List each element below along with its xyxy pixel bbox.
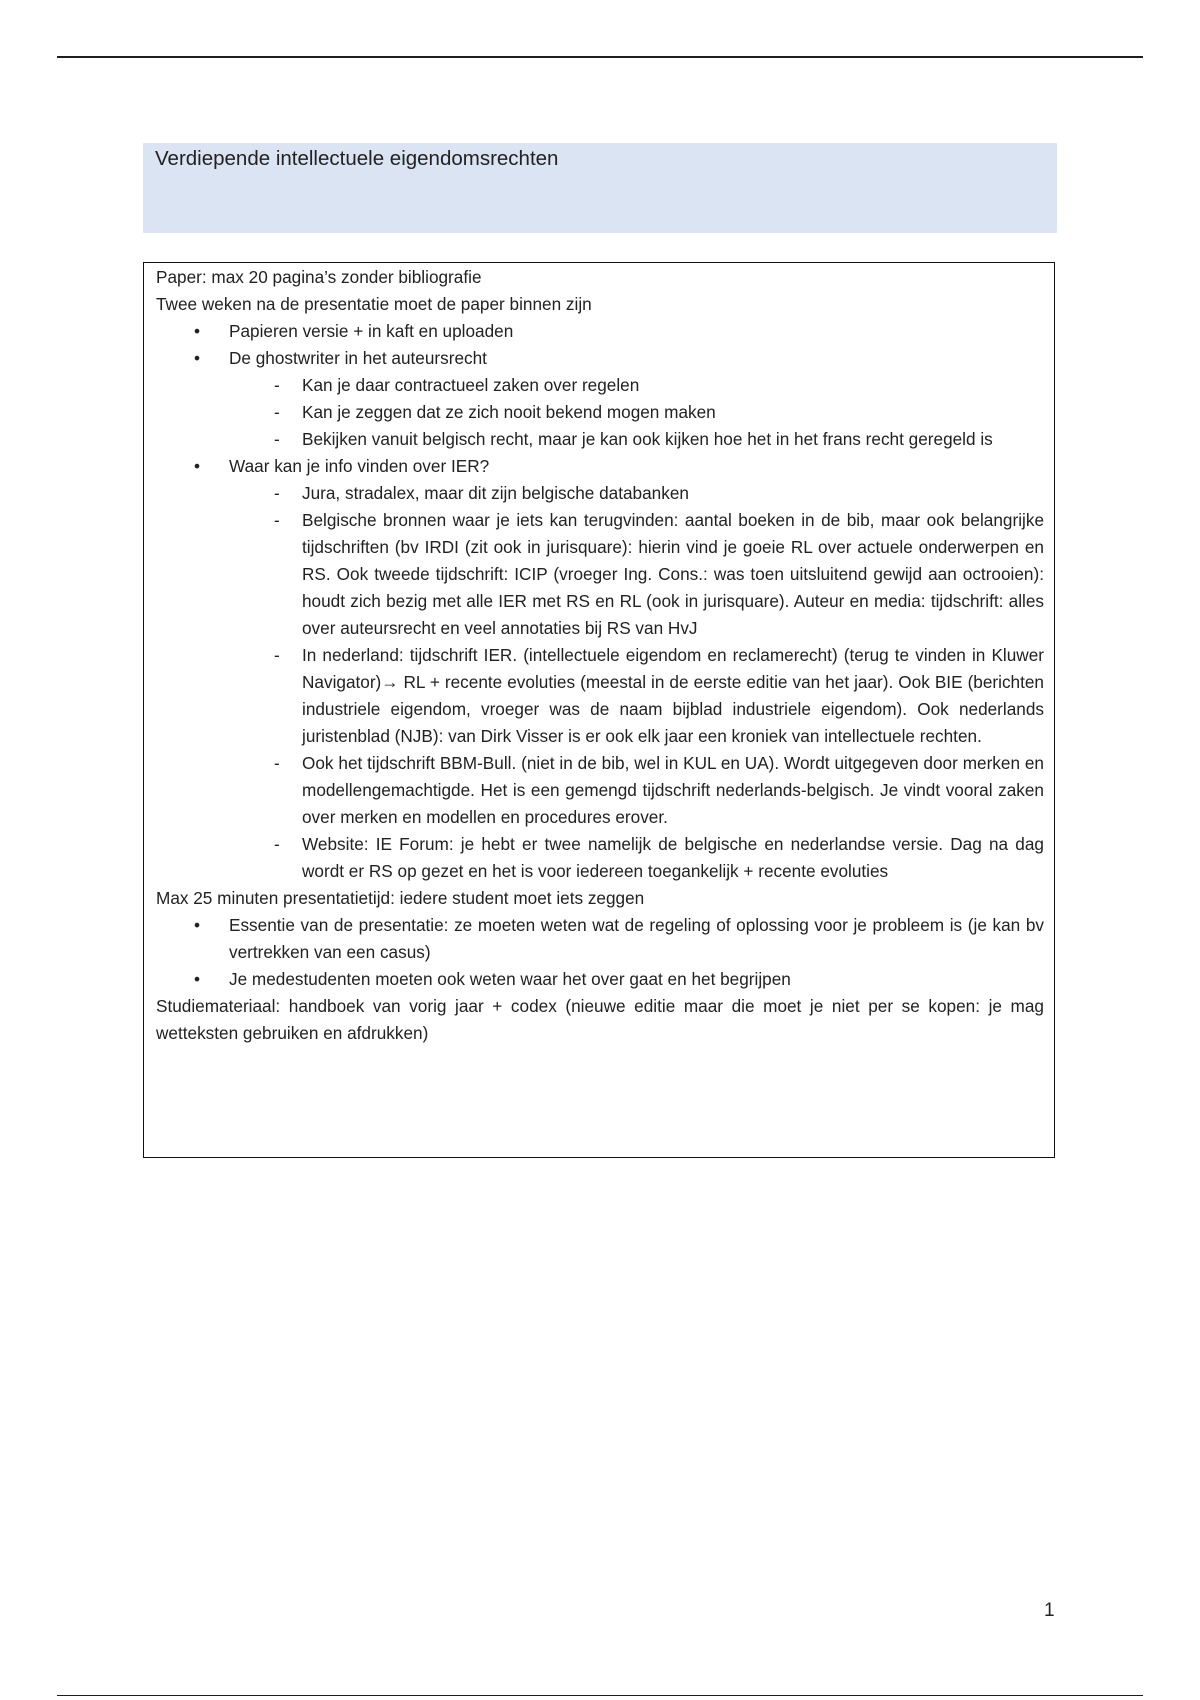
paper-length-line: Paper: max 20 pagina’s zonder bibliografie bbox=[156, 267, 482, 287]
header-rule bbox=[57, 56, 1143, 58]
sub-list-item: - Website: IE Forum: je hebt er twee namelijk de belgische en nederlandse versie. Dag na dag wordt er RS op gezet en het is voor iedereen toegankelijk + recente evoluties bbox=[156, 831, 1044, 885]
document-title: Verdiepende intellectuele eigendomsrechten bbox=[155, 147, 559, 170]
sub-list-item: - Ook het tijdschrift BBM-Bull. (niet in de bib, wel in KUL en UA). Wordt uitgegeven door merken en modellengemachtigde. Het is een gemengd tijdschrift nederlands-belgisch. Je vindt vooral zaken over merken en modellen en procedures erover. bbox=[156, 750, 1044, 831]
list-item: • Essentie van de presentatie: ze moeten weten wat de regeling of oplossing voor je probleem is (je kan bv vertrekken van een casus) bbox=[156, 912, 1044, 966]
paper-deadline-line: Twee weken na de presentatie moet de paper binnen zijn bbox=[156, 294, 592, 314]
sub-list-item: - Kan je daar contractueel zaken over regelen bbox=[156, 372, 1044, 399]
bullet-icon: • bbox=[194, 348, 201, 368]
presentation-time-line: Max 25 minuten presentatietijd: iedere student moet iets zeggen bbox=[156, 888, 645, 908]
sub-list-item: - Jura, stradalex, maar dit zijn belgische databanken bbox=[156, 480, 1044, 507]
dash-icon: - bbox=[274, 645, 280, 665]
dash-icon: - bbox=[274, 753, 280, 773]
bullet-icon: • bbox=[194, 969, 201, 989]
dash-icon: - bbox=[274, 834, 280, 854]
title-box bbox=[143, 143, 1057, 233]
list-item: • Je medestudenten moeten ook weten waar het over gaat en het begrijpen bbox=[156, 966, 1044, 993]
dash-icon: - bbox=[274, 402, 280, 422]
page-number: 1 bbox=[1044, 1600, 1055, 1621]
sub-list-item: - Belgische bronnen waar je iets kan terugvinden: aantal boeken in de bib, maar ook belangrijke tijdschriften (bv IRDI (zit ook in jurisquare): hierin vind je goeie RL over actuele onderwerpen en RS. Ook tweede tijdschrift: ICIP (vroeger Ing. Cons.: was toen uitsluitend gewijd aan octrooien): houdt zich bezig met alle IER met RS en RL (ook in jurisquare). Auteur en media: tijdschrift: alles over auteursrecht en veel annotaties bij RS van HvJ bbox=[156, 507, 1044, 642]
list-item: • Waar kan je info vinden over IER? bbox=[156, 453, 1044, 480]
study-material-line: Studiemateriaal: handboek van vorig jaar + codex (nieuwe editie maar die moet je niet per se kopen: je mag wetteksten gebruiken en afdrukken) bbox=[156, 996, 1044, 1043]
sub-list-item: - Bekijken vanuit belgisch recht, maar je kan ook kijken hoe het in het frans recht geregeld is bbox=[156, 426, 1044, 453]
list-item: • De ghostwriter in het auteursrecht bbox=[156, 345, 1044, 372]
footer-rule bbox=[57, 1695, 1143, 1696]
list-item: • Papieren versie + in kaft en uploaden bbox=[156, 318, 1044, 345]
sub-list-item: - In nederland: tijdschrift IER. (intellectuele eigendom en reclamerecht) (terug te vinden in Kluwer Navigator)→ RL + recente evoluties (meestal in de eerste editie van het jaar). Ook BIE (berichten industriele eigendom, vroeger was de naam bijblad industriele eigendom). Ook nederlands juristenblad (NJB): van Dirk Visser is er ook elk jaar een kroniek van intellectuele rechten. bbox=[156, 642, 1044, 750]
dash-icon: - bbox=[274, 429, 280, 449]
dash-icon: - bbox=[274, 375, 280, 395]
sub-list-item: - Kan je zeggen dat ze zich nooit bekend mogen maken bbox=[156, 399, 1044, 426]
bullet-icon: • bbox=[194, 915, 201, 935]
dash-icon: - bbox=[274, 510, 280, 530]
bullet-icon: • bbox=[194, 321, 201, 341]
bullet-icon: • bbox=[194, 456, 201, 476]
content-box bbox=[143, 262, 1055, 1158]
dash-icon: - bbox=[274, 483, 280, 503]
